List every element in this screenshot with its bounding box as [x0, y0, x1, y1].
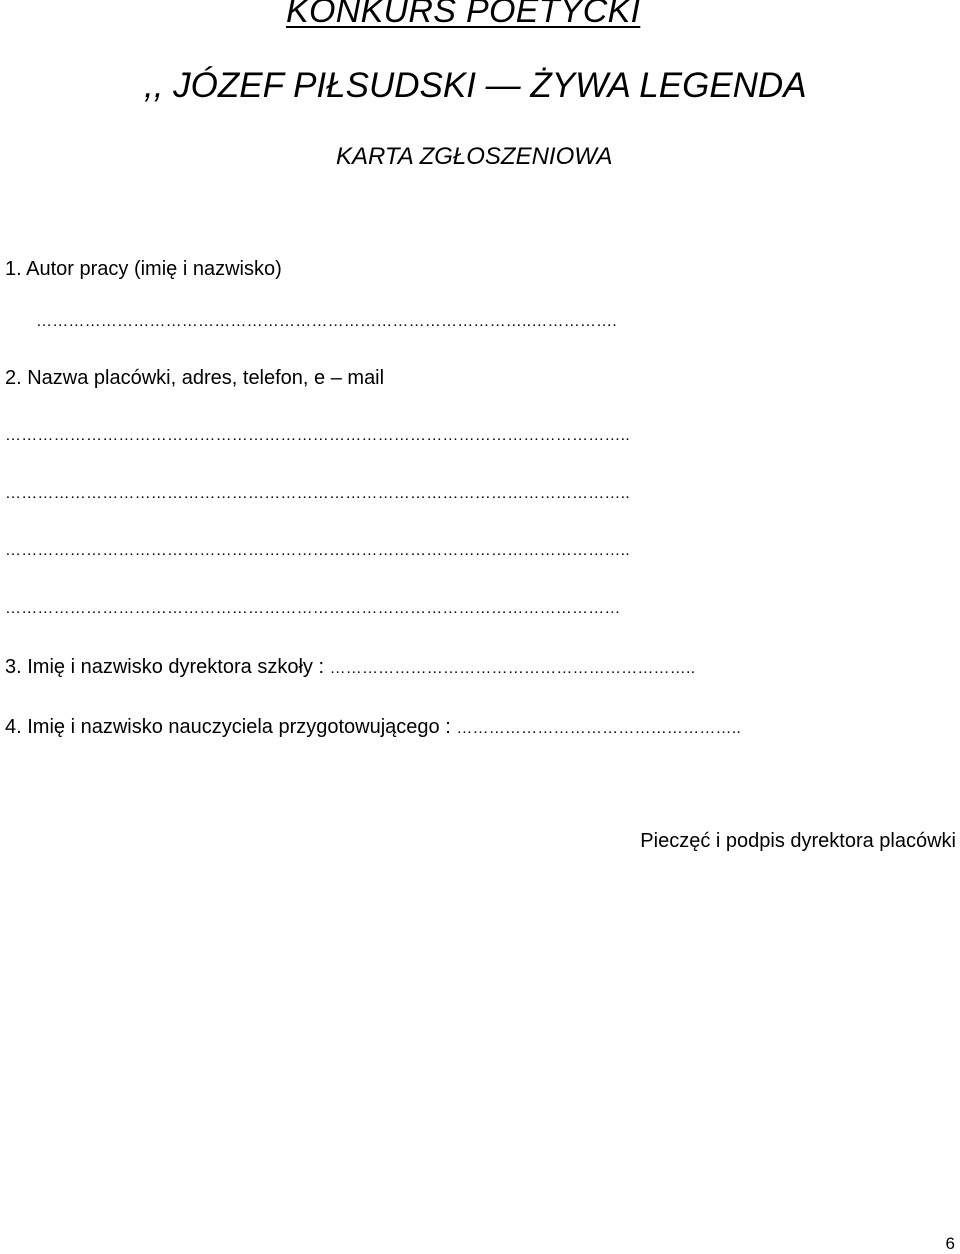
field-author-label: 1. Autor pracy (imię i nazwisko)	[5, 258, 282, 280]
field-institution-label: 2. Nazwa placówki, adres, telefon, e – mail	[5, 367, 385, 389]
field-teacher-blank[interactable]: ……………………………………………..	[456, 720, 742, 737]
field-institution-blank-line-3[interactable]: ……………………………………………………………………………………………………..	[5, 542, 630, 559]
field-director-label: 3. Imię i nazwisko dyrektora szkoły :	[5, 656, 330, 678]
signature-caption: Pieczęć i podpis dyrektora placówki	[640, 830, 956, 852]
field-director-blank[interactable]: …………………………………………………………..	[329, 660, 696, 677]
form-heading: KARTA ZGŁOSZENIOWA	[336, 143, 613, 170]
contest-subtitle: ,, JÓZEF PIŁSUDSKI — ŻYWA LEGENDA	[144, 66, 807, 105]
field-institution-blank-line-1[interactable]: ……………………………………………………………………………………………………..	[5, 427, 630, 444]
contest-title: KONKURS POETYCKI	[286, 0, 641, 30]
field-teacher-label: 4. Imię i nazwisko nauczyciela przygotowującego :	[5, 716, 457, 738]
field-director-row	[5, 656, 830, 679]
field-institution-blank-line-4[interactable]: ……………………………………………………………………………………………………	[5, 600, 621, 617]
field-author-blank-line[interactable]: ………………………………………………………………………………..…………….	[36, 313, 617, 330]
page-number: 6	[945, 1234, 955, 1253]
field-institution-blank-line-2[interactable]: ……………………………………………………………………………………………………..	[5, 485, 630, 502]
field-teacher-row	[5, 716, 830, 739]
